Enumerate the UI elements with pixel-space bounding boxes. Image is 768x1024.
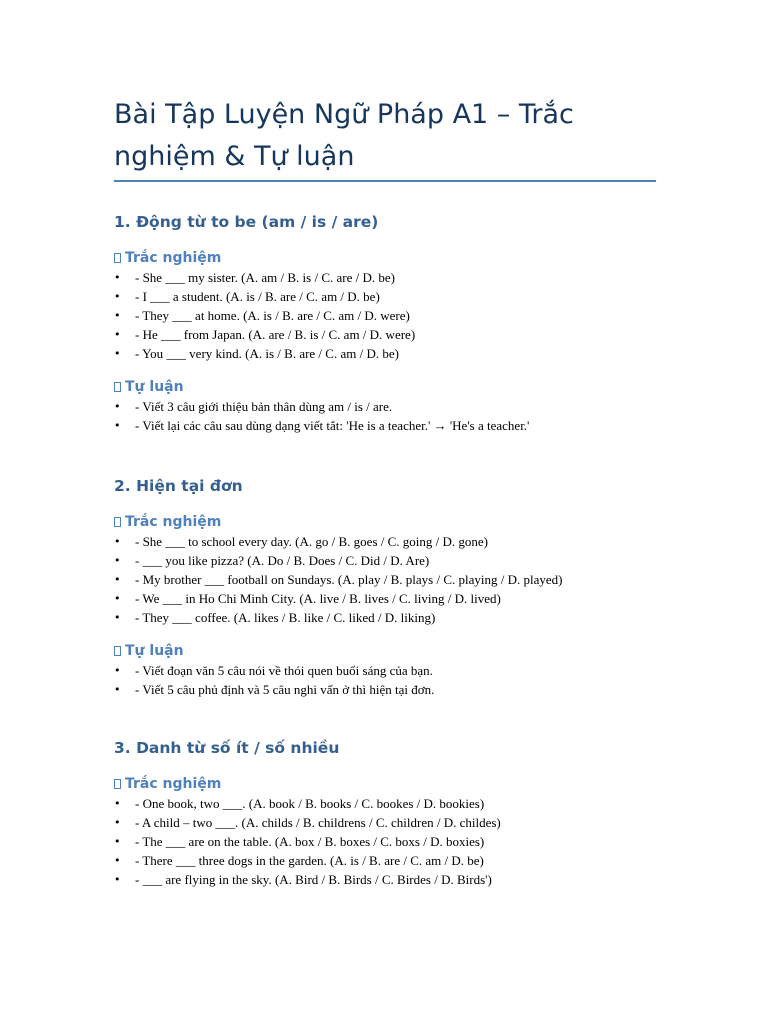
list-item: • - One book, two ___. (A. book / B. books / C. bookes / D. bookies)	[114, 796, 485, 811]
bullet-icon: •	[114, 816, 121, 829]
bullet-icon: •	[114, 271, 121, 284]
bullet-icon: •	[114, 664, 121, 677]
mcq-label: Trắc nghiệm	[125, 776, 222, 792]
bullet-icon: •	[114, 309, 121, 322]
list-item: • - Viết 3 câu giới thiệu bản thân dùng am / is / are.	[114, 399, 393, 414]
bullet-icon: •	[114, 290, 121, 303]
missing-glyph-icon	[114, 382, 121, 392]
list-item: • - ___ you like pizza? (A. Do / B. Does / C. Did / D. Are)	[114, 553, 430, 568]
bullet-icon: •	[114, 683, 121, 696]
bullet-icon: •	[114, 573, 121, 586]
essay-list	[114, 661, 674, 699]
list-item: • - The ___ are on the table. (A. box / B. boxes / C. boxs / D. boxies)	[114, 834, 485, 849]
list-item: • - She ___ to school every day. (A. go / B. goes / C. going / D. gone)	[114, 534, 488, 549]
mcq-heading	[114, 248, 674, 268]
list-item: • - There ___ three dogs in the garden. (A. is / B. are / C. am / D. be)	[114, 853, 484, 868]
section-heading: 1. Động từ to be (am / is / are)	[114, 213, 379, 231]
section-heading: 3. Danh từ số ít / số nhiều	[114, 739, 340, 757]
mcq-label: Trắc nghiệm	[125, 514, 222, 530]
missing-glyph-icon	[114, 646, 121, 656]
essay-heading	[114, 377, 674, 397]
list-item: • - We ___ in Ho Chi Minh City. (A. live / B. lives / C. living / D. lived)	[114, 591, 501, 606]
mcq-list	[114, 794, 674, 889]
essay-label: Tự luận	[125, 643, 184, 659]
bullet-icon: •	[114, 854, 121, 867]
bullet-icon: •	[114, 328, 121, 341]
list-item: • - A child – two ___. (A. childs / B. childrens / C. children / D. childes)	[114, 815, 501, 830]
bullet-icon: •	[114, 797, 121, 810]
list-item: • - He ___ from Japan. (A. are / B. is / C. am / D. were)	[114, 327, 416, 342]
essay-heading	[114, 641, 674, 661]
mcq-heading	[114, 774, 674, 794]
mcq-list	[114, 268, 674, 363]
missing-glyph-icon	[114, 517, 121, 527]
section-1	[114, 212, 674, 435]
bullet-icon: •	[114, 400, 121, 413]
section-2	[114, 476, 674, 699]
mcq-heading	[114, 512, 674, 532]
missing-glyph-icon	[114, 779, 121, 789]
document-title: Bài Tập Luyện Ngữ Pháp A1 – Trắc nghiệm & Tự luận	[114, 99, 574, 172]
list-item: • - She ___ my sister. (A. am / B. is / C. are / D. be)	[114, 270, 395, 285]
bullet-icon: •	[114, 873, 121, 886]
essay-list	[114, 397, 674, 435]
missing-glyph-icon	[114, 253, 121, 263]
essay-label: Tự luận	[125, 379, 184, 395]
list-item: • - ___ are flying in the sky. (A. Bird / B. Birds / C. Birdes / D. Birds')	[114, 872, 492, 887]
mcq-label: Trắc nghiệm	[125, 250, 222, 266]
bullet-icon: •	[114, 835, 121, 848]
bullet-icon: •	[114, 535, 121, 548]
bullet-icon: •	[114, 347, 121, 360]
list-item: • - Viết đoạn văn 5 câu nói về thói quen buổi sáng của bạn.	[114, 663, 433, 678]
list-item: • - Viết 5 câu phủ định và 5 câu nghi vấn ở thì hiện tại đơn.	[114, 682, 435, 697]
bullet-icon: •	[114, 592, 121, 605]
list-item: • - Viết lại các câu sau dùng dạng viết tắt: 'He is a teacher.' → 'He's a teacher.'	[114, 418, 530, 433]
bullet-icon: •	[114, 554, 121, 567]
title-underline	[114, 180, 656, 182]
list-item: • - I ___ a student. (A. is / B. are / C. am / D. be)	[114, 289, 380, 304]
list-item: • - They ___ at home. (A. is / B. are / C. am / D. were)	[114, 308, 410, 323]
section-3	[114, 738, 674, 889]
list-item: • - You ___ very kind. (A. is / B. are / C. am / D. be)	[114, 346, 399, 361]
bullet-icon: •	[114, 611, 121, 624]
section-heading: 2. Hiện tại đơn	[114, 477, 243, 495]
mcq-list	[114, 532, 674, 627]
list-item: • - They ___ coffee. (A. likes / B. like / C. liked / D. liking)	[114, 610, 436, 625]
list-item: • - My brother ___ football on Sundays. (A. play / B. plays / C. playing / D. played)	[114, 572, 563, 587]
bullet-icon: •	[114, 419, 121, 432]
